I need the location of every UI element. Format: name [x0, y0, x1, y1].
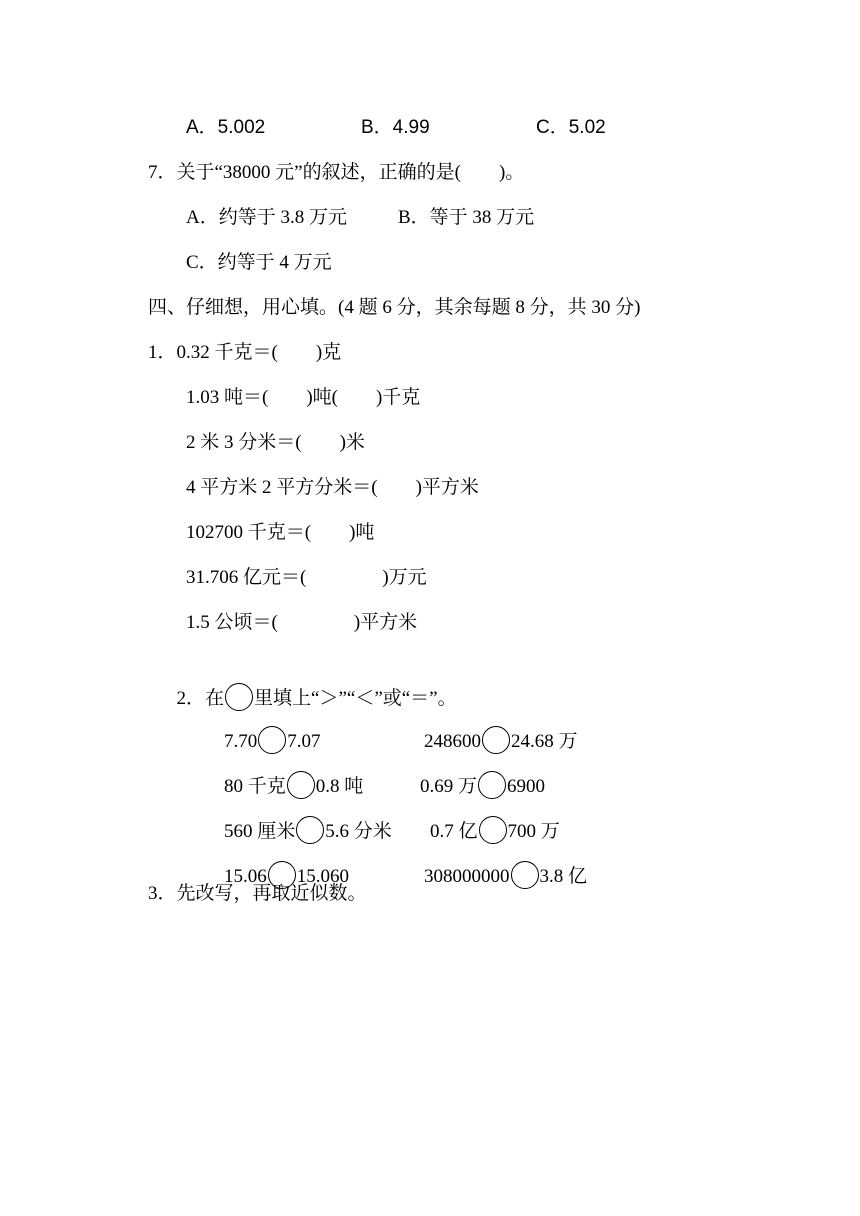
q2-stem-before: 2．在: [176, 688, 225, 709]
compare-value: 0.69 万: [420, 776, 478, 797]
compare-value: 560 厘米: [224, 821, 296, 842]
q7-option-c: C．约等于 4 万元: [186, 252, 332, 273]
comparison-right: [386, 839, 587, 911]
q1-item: 1.5 公顷＝( )平方米: [186, 612, 418, 633]
compare-value: 15.06: [224, 866, 267, 887]
compare-value: 3.8 亿: [539, 866, 588, 887]
q7-option-a: A．约等于 3.8 万元: [186, 207, 347, 228]
compare-value: 0.7 亿: [430, 821, 478, 842]
compare-value: 7.07: [287, 731, 321, 752]
q7-option-b: B．等于 38 万元: [398, 207, 535, 228]
q7-stem: 7．关于“38000 元”的叙述，正确的是( )。: [148, 162, 525, 183]
compare-value: 80 千克: [224, 776, 286, 797]
q1-item: 2 米 3 分米＝( )米: [186, 432, 365, 453]
compare-value: 5.6 分米: [325, 821, 392, 842]
compare-value: 0.8 吨: [315, 776, 364, 797]
q3-stem: 3．先改写，再取近似数。: [148, 883, 367, 904]
q6-option-c: C．5.02: [536, 117, 606, 138]
q1-item: 1.03 吨＝( )吨( )千克: [186, 387, 421, 408]
q1-item: 31.706 亿元＝( )万元: [186, 567, 427, 588]
q1-stem: 1．0.32 千克＝( )克: [148, 342, 342, 363]
answer-circle-icon[interactable]: [511, 861, 539, 889]
compare-value: 308000000: [424, 866, 510, 887]
compare-value: 6900: [507, 776, 546, 797]
q2-stem-after: 里填上“＞”“＜”或“＝”。: [254, 688, 457, 709]
q6-option-a: A．5.002: [186, 117, 266, 138]
compare-value: 15.060: [296, 866, 349, 887]
compare-value: 7.70: [224, 731, 258, 752]
q6-option-b: B．4.99: [361, 117, 430, 138]
section-4-heading: 四、仔细想，用心填。(4 题 6 分，其余每题 8 分，共 30 分): [148, 297, 641, 318]
compare-value: 248600: [424, 731, 481, 752]
q1-item: 102700 千克＝( )吨: [186, 522, 375, 543]
q1-item: 4 平方米 2 平方分米＝( )平方米: [186, 477, 479, 498]
compare-value: 700 万: [507, 821, 560, 842]
q2-stem: [148, 659, 457, 709]
compare-value: 24.68 万: [511, 731, 578, 752]
